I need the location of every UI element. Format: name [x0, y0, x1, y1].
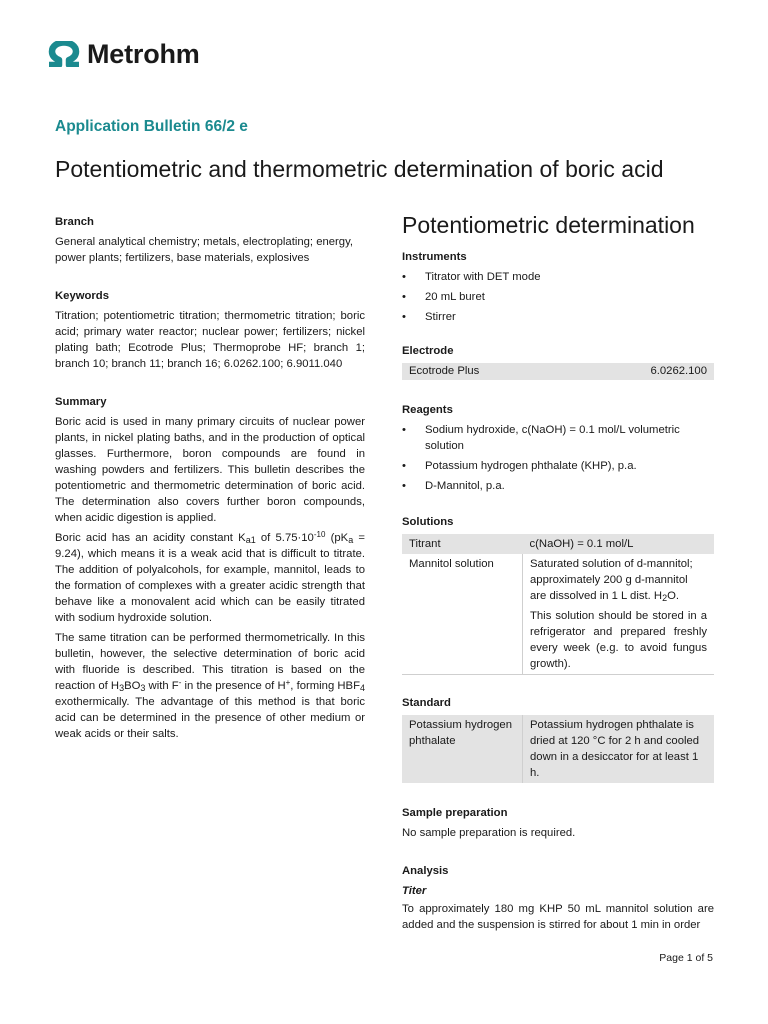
analysis-section: [402, 863, 714, 933]
table-cell: Mannitol solution: [402, 554, 523, 675]
table-cell: Potassium hydrogen phthalate: [402, 715, 523, 783]
table-cell: c(NaOH) = 0.1 mol/L: [529, 538, 634, 550]
instruments-heading: Instruments: [402, 251, 467, 263]
analysis-heading: Analysis: [402, 865, 449, 877]
sample-preparation-section: [402, 805, 714, 841]
table-cell: Saturated solution of d-mannitol; approximately 200 g d-mannitol are dissolved in 1 L dist. $H_2O$. This solution should be stored in a refrigerator and prepared freshly every week (e.g. to avoid fungus growth).: [523, 554, 715, 675]
electrode-number: 6.0262.100: [650, 365, 707, 377]
list-item: • Potassium hydrogen phthalate (KHP), p.a.: [402, 458, 714, 474]
list-item: • 20 mL buret: [402, 289, 714, 305]
table-row: [402, 715, 714, 783]
keywords-text: Titration; potentiometric titration; thermometric titration; boric acid; primary water reactor; nuclear power; fertilizers; nickel plating bath; Ecotrode Plus; Thermoprobe HF; branch 1; branch 10; branch 11; branch 16; 6.0262.100; 6.9011.040: [55, 310, 365, 370]
left-column: [55, 214, 365, 742]
standard-table: [402, 715, 714, 783]
standard-section: [402, 695, 714, 783]
metrohm-logo: [47, 37, 200, 71]
table-cell: Titrant: [409, 538, 441, 550]
summary-paragraph-1: Boric acid is used in many primary circuits of nuclear power plants, in nickel plating baths, and in the production of optical glasses. Furthermore, boron compounds are found in washing powders and fertilizers. This bulletin describes the potentiometric and thermometric determination of boric acid. The determination also covers further boron compounds, when acidic digestion is applied.: [55, 416, 365, 524]
list-item: • D-Mannitol, p.a.: [402, 478, 714, 494]
sample-preparation-text: No sample preparation is required.: [402, 827, 576, 839]
solutions-section: [402, 514, 714, 675]
branch-section: [55, 214, 365, 266]
solutions-heading: Solutions: [402, 516, 454, 528]
summary-section: [55, 394, 365, 742]
page-number: Page 1 of 5: [659, 952, 713, 964]
bulletin-number: Application Bulletin 66/2 e: [55, 118, 248, 135]
keywords-section: [55, 288, 365, 372]
instruments-list: [402, 269, 714, 325]
electrode-heading: Electrode: [402, 345, 454, 357]
metrohm-omega-icon: [47, 41, 81, 67]
titer-heading: Titer: [402, 885, 427, 897]
sample-preparation-heading: Sample preparation: [402, 807, 508, 819]
summary-paragraph-2: Boric acid has an acidity constant $K_{a1}$ of $5.75\cdot 10^{-10}$ $(pK_a = 9.24)$, which means it is a weak acid that is difficult to titrate. The addition of polyalcohols, for example, mannitol, leads to the formation of complexes with a greater acidic strength that behave like a monovalent acid which can be easily titrated with sodium hydroxide solution.: [55, 530, 365, 624]
reagents-heading: Reagents: [402, 404, 453, 416]
keywords-heading: Keywords: [55, 290, 109, 302]
right-column: [402, 211, 714, 933]
standard-heading: Standard: [402, 697, 451, 709]
brand-name: Metrohm: [87, 38, 200, 69]
list-item: • Titrator with DET mode: [402, 269, 714, 285]
document-title: Potentiometric and thermometric determination of boric acid: [55, 156, 664, 182]
table-cell: Potassium hydrogen phthalate is dried at 120 °C for 2 h and cooled down in a desiccator for at least 1 h.: [530, 719, 700, 779]
branch-text: General analytical chemistry; metals, electroplating; energy, power plants; fertilizers, base materials, explosives: [55, 236, 354, 264]
instruments-section: [402, 249, 714, 325]
titer-text: To approximately 180 mg KHP 50 mL mannitol solution are added and the suspension is stirred for about 1 min in order: [402, 903, 714, 931]
list-item: • Stirrer: [402, 309, 714, 325]
solutions-table: [402, 534, 714, 675]
electrode-name: Ecotrode Plus: [409, 365, 480, 377]
table-row: [402, 554, 714, 675]
reagents-list: [402, 422, 714, 494]
reagents-section: [402, 402, 714, 494]
electrode-section: [402, 343, 714, 380]
section-title: Potentiometric determination: [402, 212, 695, 238]
list-item: • Sodium hydroxide, c(NaOH) = 0.1 mol/L volumetric solution: [402, 422, 714, 454]
summary-heading: Summary: [55, 396, 107, 408]
summary-paragraph-3: The same titration can be performed thermometrically. In this bulletin, however, the selective determination of boric acid with fluoride is described. This titration is based on the reaction of $H_3BO_3$ with F- in the presence of H+, forming $HBF_4$ exothermically. The advantage of this method is that boric acid can be determined in the presence of other medium or weak acids or their salts.: [55, 632, 365, 740]
electrode-row: [402, 363, 714, 380]
table-row: [402, 534, 714, 554]
branch-heading: Branch: [55, 216, 94, 228]
